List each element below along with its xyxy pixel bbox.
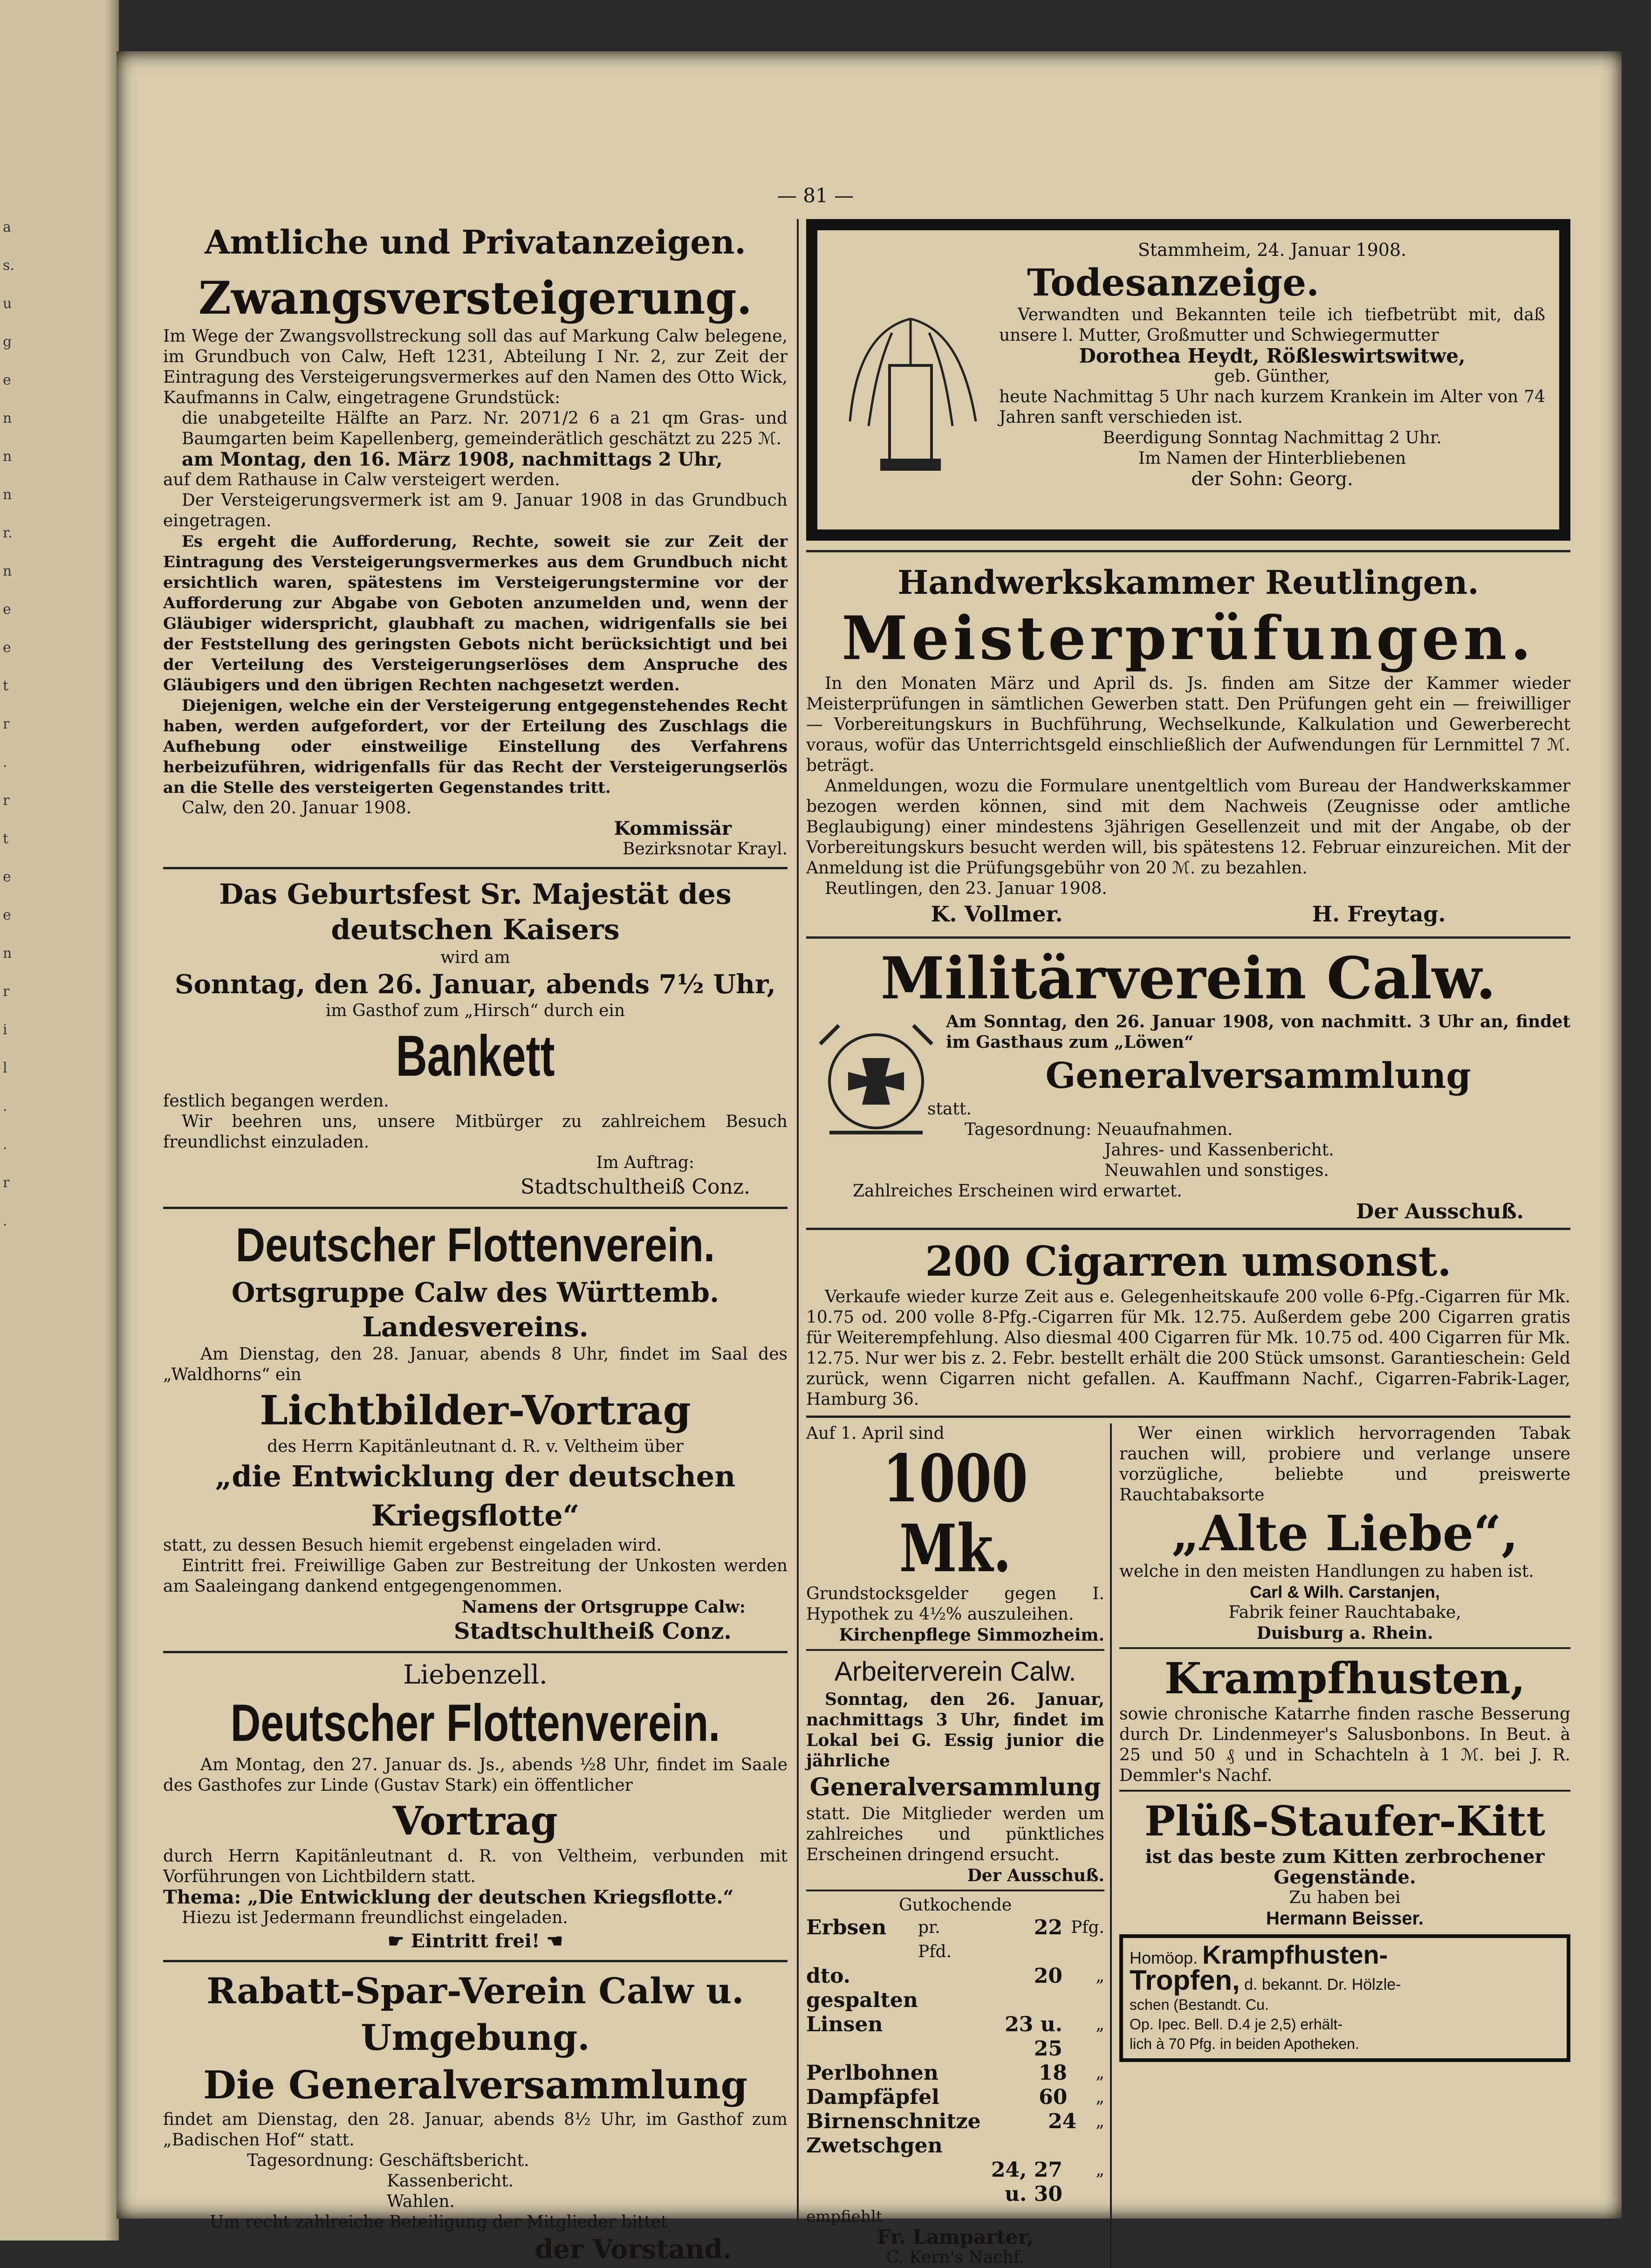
alte-big: „Alte Liebe“, (1171, 1505, 1519, 1562)
memorial-willow-icon (836, 309, 990, 477)
zwang-title: Zwangsversteigerung. (198, 272, 753, 324)
kaiser-l6: Im Auftrag: (596, 1153, 694, 1172)
zwang-p3: Es ergeht die Aufforderung, Rechte, soweit sie zur Zeit der Eintragung des Versteigerungsvermerkes aus dem Grundbuch nicht ersichtlich waren, spätestens im Versteigerungstermine vor der Aufforderung zur Abgabe von Geboten anzumelden und, wenn der Gläubiger widerspricht, glaubhaft zu machen, widrigenfalls sie bei der Feststellung des geringsten Gebots nicht berücksichtigt und bei der Verteilung des Versteigerungserlöses dem Anspruche des Gläubigers und den übrigen Rechten nachgesetzt werden. (163, 532, 788, 694)
rabatt-l1: findet am Dienstag, den 28. Januar, abends 8½ Uhr, im Gasthof zum „Badischen Hof“ statt. (163, 2110, 788, 2150)
price-unit: „ (1096, 2160, 1104, 2179)
margin-fragment: u (3, 296, 12, 312)
hwk-date: Reutlingen, den 23. Januar 1908. (825, 879, 1107, 898)
flotte2-entry-line (163, 1928, 788, 1954)
divider (806, 1649, 1104, 1651)
price-price (995, 2134, 1068, 2158)
price-row (806, 2110, 1104, 2134)
tropfen-ad (1119, 1934, 1570, 2062)
kitt-title: Plüß-Staufer-Kitt (1144, 1797, 1546, 1845)
kitt-l1: ist das beste zum Kitten zerbrochener Gegenstände. (1145, 1846, 1545, 1888)
margin-fragment: i (3, 1022, 7, 1038)
tropfen-f: Op. Ipec. Bell. D.4 je 2,5) erhält- (1130, 2016, 1343, 2033)
column-divider (797, 219, 799, 2223)
cig-title: 200 Cigarren umsonst. (925, 1237, 1452, 1285)
zwangsversteigerung-ad (163, 270, 788, 859)
tropfen-a: Homöop. (1130, 1948, 1198, 1967)
flotte1-l6: Stadtschultheiß Conz. (453, 1618, 732, 1644)
tropfen-e: schen (Bestandt. Cu. (1130, 1996, 1269, 2013)
zwang-p1: Im Wege der Zwangsvollstreckung soll das auf Markung Calw belegene, im Grundbuch von Calw, Heft 1231, Abteilung I Nr. 2, zur Zeit der Eintragung des Versteigerungsvermerkes auf den Namen des Otto Wick, Kaufmanns in Calw, eingetragene Grundstück: (163, 327, 788, 407)
margin-fragment: s. (3, 257, 14, 274)
militaerverein-ad (806, 946, 1570, 1222)
rabatt-l3: Kassenbericht. (387, 2172, 514, 2191)
price-row (806, 2085, 1104, 2110)
hwk-big: Meisterprüfungen. (842, 604, 1535, 674)
tod-name: Dorothea Heydt, Rößleswirtswitwe, (1079, 344, 1466, 367)
price-unit: „ (1096, 2015, 1104, 2034)
margin-fragment: e (3, 601, 11, 618)
price-price: 60 (1039, 2085, 1068, 2109)
tod-l1: Verwandten und Bekannten teile ich tiefbetrübt mit, daß unsere l. Mutter, Großmutter und Schwiegermutter (999, 305, 1545, 345)
alte-l2: welche in den meisten Handlungen zu haben ist. (1119, 1562, 1534, 1581)
price-extra (918, 2013, 979, 2061)
flottenverein-liebenzell-ad (163, 1659, 788, 1954)
arbeiterverein-ad (806, 1655, 1104, 1886)
price-unit: Pfg. (1070, 1918, 1104, 1937)
tropfen-d: d. bekannt. Dr. Hölzle- (1244, 1976, 1401, 1993)
margin-fragment: . (3, 1213, 7, 1229)
margin-fragment: . (3, 754, 7, 770)
price-item: Erbsen (806, 1916, 887, 1939)
tod-l3: Beerdigung Sonntag Nachmittag 2 Uhr. (1103, 428, 1442, 447)
kaiser-l2: Sonntag, den 26. Januar, abends 7½ Uhr, (175, 969, 776, 1000)
zwang-sig1: Kommissär (614, 818, 732, 839)
kaiser-l1: wird am (440, 948, 510, 967)
handwerkskammer-ad (806, 562, 1570, 929)
margin-fragment: n (3, 448, 12, 465)
arb-l2: statt. Die Mitglieder werden um zahlreiches und pünktliches Erscheinen dringend ersucht. (806, 1804, 1104, 1864)
flotte2-place: Liebenzell. (403, 1660, 548, 1690)
price-item: Linsen (806, 2013, 883, 2036)
zwang-p2: Der Versteigerungsvermerk ist am 9. Januar 1908 in das Grundbuch eingetragen. (163, 491, 788, 530)
mil-l4: Der Ausschuß. (1356, 1200, 1524, 1223)
margin-fragment: n (3, 487, 12, 503)
tod-geb: geb. Günther, (1214, 367, 1330, 386)
flotte1-l4: Eintritt frei. Freiwillige Gaben zur Bestreitung der Unkosten werden am Saaleingang dankend entgegengenommen. (163, 1556, 788, 1596)
mil-t3: Neuwahlen und sonstiges. (1104, 1161, 1329, 1180)
iron-cross-emblem-icon (811, 1016, 941, 1151)
hwk-title: Handwerkskammer Reutlingen. (897, 563, 1479, 602)
margin-fragment: g (3, 334, 12, 350)
price-unit: „ (1096, 2088, 1104, 2107)
price-price: 24, 27 u. 30 (991, 2158, 1062, 2206)
kaiser-l3: im Gasthof zum „Hirsch“ durch ein (325, 1001, 625, 1020)
small-ads-right (1112, 1423, 1570, 2268)
tod-l2: heute Nachmittag 5 Uhr nach kurzem Krankein im Alter von 74 Jahren sanft verschieden ist. (999, 387, 1545, 427)
margin-fragment: . (3, 1136, 7, 1153)
zwang-p4: Diejenigen, welche ein der Versteigerung entgegenstehendes Recht haben, werden aufgefordert, vor der Erteilung des Zuschlags die Aufhebung oder einstweilige Einstellung des Verfahrens herbeizuführen, widrigenfalls für das Recht der Versteigerungserlös an die Stelle des versteigerten Gegenstandes tritt. (163, 696, 788, 797)
price-price: 23 u. 25 (1005, 2013, 1062, 2061)
price-row (806, 2134, 1104, 2158)
price-item: Perlbohnen (806, 2061, 939, 2085)
gut-l1: empfiehlt (806, 2207, 883, 2226)
flotte1-l2: des Herrn Kapitänleutnant d. R. v. Veltheim über (267, 1437, 684, 1456)
margin-fragment: a (3, 219, 11, 235)
margin-fragment: r. (3, 525, 13, 541)
margin-fragment: t (3, 831, 9, 847)
arb-title: Arbeiterverein Calw. (834, 1656, 1076, 1687)
flotte1-l1: Am Dienstag, den 28. Januar, abends 8 Uhr, findet im Saal des „Waldhorns“ ein (163, 1345, 788, 1384)
price-row (806, 1964, 1104, 2013)
mil-big: Generalversammlung (1045, 1055, 1471, 1096)
kitt-l3: Hermann Beisser. (1266, 1908, 1424, 1929)
flotte2-l2: durch Herrn Kapitänleutnant d. R. von Veltheim, verbunden mit Vorführungen von Lichtbildern statt. (163, 1847, 788, 1886)
kramp-title: Krampfhusten, (1164, 1653, 1526, 1704)
pointing-hand-icon: ☛ (387, 1930, 411, 1952)
mil-l2: statt. (927, 1100, 972, 1119)
mil-t1: Tagesordnung: Neuaufnahmen. (965, 1120, 1233, 1139)
zwang-item-a: die unabgeteilte Hälfte an Parz. Nr. 2071/2 6 a 21 qm Gras- und Baumgarten beim Kapellenberg, gemeinderätlich geschätzt zu 225 ℳ. (182, 409, 788, 448)
price-list (806, 1916, 1104, 2206)
mk-l2: Grundstocksgelder gegen I. Hypothek zu 4½% auszuleihen. (806, 1584, 1104, 1624)
kaiser-ad (163, 877, 788, 1201)
price-row (806, 1916, 1104, 1964)
small-ads-left (806, 1423, 1112, 2268)
flotte1-big: Lichtbilder-Vortrag (260, 1387, 691, 1434)
flotte2-l1: Am Montag, den 27. Januar ds. Js., abends ½8 Uhr, findet im Saale des Gasthofes zur Linde (Gustav Stark) ein öffentlicher (163, 1755, 788, 1795)
flotte2-l3: Thema: „Die Entwicklung der deutschen Kriegsflotte.“ (163, 1886, 734, 1908)
margin-fragment: l (3, 1060, 7, 1076)
divider (806, 1890, 1104, 1891)
divider (163, 1960, 788, 1962)
zwang-date: Calw, den 20. Januar 1908. (182, 798, 412, 818)
alte-liebe-ad (1119, 1423, 1570, 1643)
flotte2-big: Vortrag (393, 1798, 558, 1844)
price-item: dto. gespalten (806, 1964, 918, 2012)
pointing-hand-icon: ☚ (540, 1930, 563, 1952)
margin-fragment: e (3, 907, 11, 923)
price-extra (918, 1964, 979, 2013)
divider (806, 1416, 1570, 1418)
price-unit (1068, 2134, 1104, 2158)
flottenverein-calw-ad (163, 1215, 788, 1645)
gut-l2: Fr. Lamparter, (877, 2226, 1034, 2248)
right-column (806, 219, 1570, 2268)
flotte2-l5: Eintritt frei! (411, 1930, 540, 1952)
small-ads-grid (806, 1423, 1570, 2268)
arb-l1: Sonntag, den 26. Januar, nachmittags 3 Uhr, findet im Lokal bei G. Essig junior die jährliche (806, 1690, 1104, 1771)
price-row (806, 2061, 1104, 2085)
zwang-item-c: auf dem Rathause in Calw versteigert werden. (163, 470, 560, 489)
mk-ad (806, 1423, 1104, 1645)
price-row (806, 2158, 1104, 2206)
flotte2-l4: Hiezu ist Jedermann freundlichst eingeladen. (182, 1908, 568, 1927)
divider (1119, 1790, 1570, 1792)
hwk-p2: Anmeldungen, wozu die Formulare unentgeltlich vom Bureau der Handwerkskammer bezogen werden können, sind mit dem Nachweis (Zeugnisse oder amtliche Beglaubigung) einer mindestens 3jährigen Gesellenzeit und mit der Angabe, ob der Vorbereitungskurs besucht werden will, bis spätestens 12. Februar einzureichen. Mit der Anmeldung ist die Prüfungsgebühr von 20 ℳ. zu bezahlen. (806, 777, 1570, 878)
price-item: Birnenschnitze (806, 2110, 981, 2133)
kramp-p: sowie chronische Katarrhe finden rasche Besserung durch Dr. Lindenmeyer's Salusbonbons. In Beut. à 25 und 50 ₰ und in Schachteln à 1 ℳ. bei J. R. Demmler's Nachf. (1119, 1704, 1570, 1785)
price-extra: pr. Pfd. (918, 1918, 952, 1961)
tod-l4: Im Namen der Hinterbliebenen (1138, 449, 1406, 468)
margin-fragment: e (3, 639, 11, 656)
price-unit: „ (1096, 2063, 1104, 2082)
rabatt-l4: Wahlen. (387, 2192, 455, 2211)
mil-title: Militärverein Calw. (880, 945, 1496, 1012)
left-column (163, 219, 788, 2266)
hwk-s1: K. Vollmer. (931, 901, 1063, 927)
mil-t2: Jahres- und Kassenbericht. (1104, 1141, 1334, 1160)
gutkochende-ad (806, 1895, 1104, 2268)
facing-page-edge (0, 0, 119, 2241)
kitt-l2: Zu haben bei (1289, 1888, 1401, 1907)
rabatt-l2: Tagesordnung: Geschäftsbericht. (247, 2151, 529, 2170)
mk-l3: Kirchenpflege Simmozheim. (839, 1625, 1104, 1645)
divider (163, 1207, 788, 1209)
kaiser-title: Das Geburtsfest Sr. Majestät des deutschen Kaisers (219, 878, 732, 946)
tropfen-c: Tropfen, (1130, 1965, 1240, 1996)
margin-fragment: t (3, 678, 9, 694)
mil-l1: Am Sonntag, den 26. Januar 1908, von nachmitt. 3 Uhr an, findet im Gasthaus zum „Löwen“ (946, 1012, 1570, 1052)
margin-fragment: r (3, 792, 10, 809)
alte-l3: Carl & Wilh. Carstanjen, (1250, 1582, 1440, 1601)
alte-l1: Wer einen wirklich hervorragenden Tabak rauchen will, probiere und verlange unsere vorzügliche, beliebte und preiswerte Rauchtabaksorte (1119, 1424, 1570, 1505)
divider (806, 1228, 1570, 1230)
price-price: 22 (1034, 1916, 1062, 1939)
rabatt-l5: Um recht zahlreiche Beteiligung der Mitglieder bittet (210, 2213, 668, 2232)
zwang-item-b: am Montag, den 16. März 1908, nachmittags 2 Uhr, (182, 448, 723, 470)
tropfen-g: lich à 70 Pfg. in beiden Apotheken. (1130, 2035, 1359, 2052)
margin-fragment: n (3, 410, 12, 426)
price-item: Dampfäpfel (806, 2085, 939, 2109)
flotte1-theme: „die Entwicklung der deutschen Kriegsflotte“ (215, 1459, 736, 1533)
margin-fragment: r (3, 716, 10, 732)
kitt-ad (1119, 1795, 1570, 1929)
price-item: Zwetschgen (806, 2134, 943, 2158)
divider (1119, 1647, 1570, 1649)
mk-l1: Auf 1. April sind (806, 1424, 945, 1443)
flotte1-l3: statt, zu dessen Besuch hiemit ergebenst eingeladen wird. (163, 1536, 662, 1555)
kaiser-l7: Stadtschultheiß Conz. (520, 1175, 750, 1199)
tropfen-b: Krampfhusten- (1202, 1940, 1388, 1969)
divider (806, 936, 1570, 939)
tod-title: Todesanzeige. (1027, 261, 1319, 304)
margin-fragment: e (3, 372, 11, 388)
zwang-sig2: Bezirksnotar Krayl. (622, 839, 788, 859)
price-price: 18 (1038, 2061, 1067, 2085)
cigarren-ad (806, 1236, 1570, 1410)
flotte1-title: Deutscher Flottenverein. (235, 1218, 715, 1271)
margin-fragment: . (3, 1098, 7, 1114)
hwk-p1: In den Monaten März und April ds. Js. finden am Sitze der Kammer wieder Meisterprüfungen in sämtlichen Gewerben statt. Den Prüfungen geht ein — freiwilliger — Vorbereitungskurs in Buchführung, Wechselkunde, Kalkulation und Gewerberecht voraus, wofür das Unterrichtsgeld einschließlich der Aufwendungen für Lernmittel 7 ℳ. beträgt. (806, 674, 1570, 775)
flotte1-l5: Namens der Ortsgruppe Calw: (461, 1597, 746, 1617)
divider (806, 550, 1570, 552)
cig-p: Verkaufe wieder kurze Zeit aus e. Gelegenheitskaufe 200 volle 6-Pfg.-Cigarren für Mk. 10.75 od. 200 volle 8-Pfg.-Cigarren für Mk. 12.75. Außerdem gebe 200 Cigarren gratis für Weiterempfehlung. Also diesmal 400 Cigarren für Mk. 10.75 od. 400 Cigarren für Mk. 12.75. Nur wer bis z. 2. Febr. bestellt erhält die 200 Stück umsonst. Garantieschein: Geld zurück, wenn Cigarren nicht gefallen. A. Kauffmann Nachf., Cigarren-Fabrik-Lager, Hamburg 36. (806, 1287, 1570, 1409)
newspaper-page (116, 51, 1622, 2267)
margin-fragment: r (3, 1175, 10, 1191)
margin-fragment: r (3, 983, 10, 1000)
alte-l5: Duisburg a. Rhein. (1256, 1623, 1433, 1643)
hwk-s2: H. Freytag. (1312, 901, 1446, 927)
divider (163, 1651, 788, 1653)
price-unit: „ (1096, 2112, 1104, 2131)
hwk-signatures (806, 899, 1570, 929)
alte-l4: Fabrik feiner Rauchtabake, (1228, 1603, 1461, 1622)
price-extra (981, 2110, 1021, 2134)
price-price: 20 (1034, 1964, 1062, 1988)
divider (163, 867, 788, 869)
margin-fragment: n (3, 945, 12, 962)
price-row (806, 2013, 1104, 2061)
kaiser-l4: festlich begangen werden. (163, 1092, 389, 1111)
tod-l0: Stammheim, 24. Januar 1908. (1137, 240, 1407, 260)
price-extra (939, 2061, 993, 2085)
price-item (806, 2158, 918, 2206)
flotte1-sub: Ortsgruppe Calw des Württemb. Landesvereins. (231, 1277, 719, 1343)
margin-fragment: n (3, 563, 12, 579)
mil-l3: Zahlreiches Erscheinen wird erwartet. (853, 1182, 1182, 1201)
price-extra (939, 2085, 993, 2110)
rabatt-title: Rabatt-Spar-Verein Calw u. Umgebung. (206, 1970, 744, 2058)
kaiser-l5: Wir beehren uns, unsere Mitbürger zu zahlreichem Besuch freundlichst einzuladen. (163, 1112, 788, 1152)
section-title: Amtliche und Privatanzeigen. (205, 223, 746, 261)
arb-big: Generalversammlung (809, 1773, 1101, 1801)
arb-l3: Der Ausschuß. (967, 1866, 1104, 1885)
price-unit: „ (1096, 1966, 1104, 1986)
page-number: — 81 — (777, 184, 854, 207)
tod-l5: der Sohn: Georg. (1191, 468, 1353, 490)
kaiser-big: Bankett (396, 1024, 555, 1088)
margin-fragment: e (3, 869, 11, 885)
price-price: 24 (1048, 2110, 1077, 2133)
krampfhusten-ad (1119, 1653, 1570, 1786)
rabatt-big: Die Generalversammlung (203, 2063, 748, 2108)
mk-big: 1000 Mk. (883, 1441, 1028, 1587)
todesanzeige-frame (806, 219, 1570, 541)
gut-head: Gutkochende (898, 1896, 1012, 1915)
rabatt-l6: der Vorstand. (535, 2234, 732, 2265)
price-extra (943, 2134, 995, 2158)
price-extra (918, 2158, 979, 2206)
gut-l3: C. Kern's Nachf. (886, 2248, 1025, 2267)
rabatt-ad (163, 1968, 788, 2266)
flotte2-title: Deutscher Flottenverein. (230, 1694, 720, 1752)
